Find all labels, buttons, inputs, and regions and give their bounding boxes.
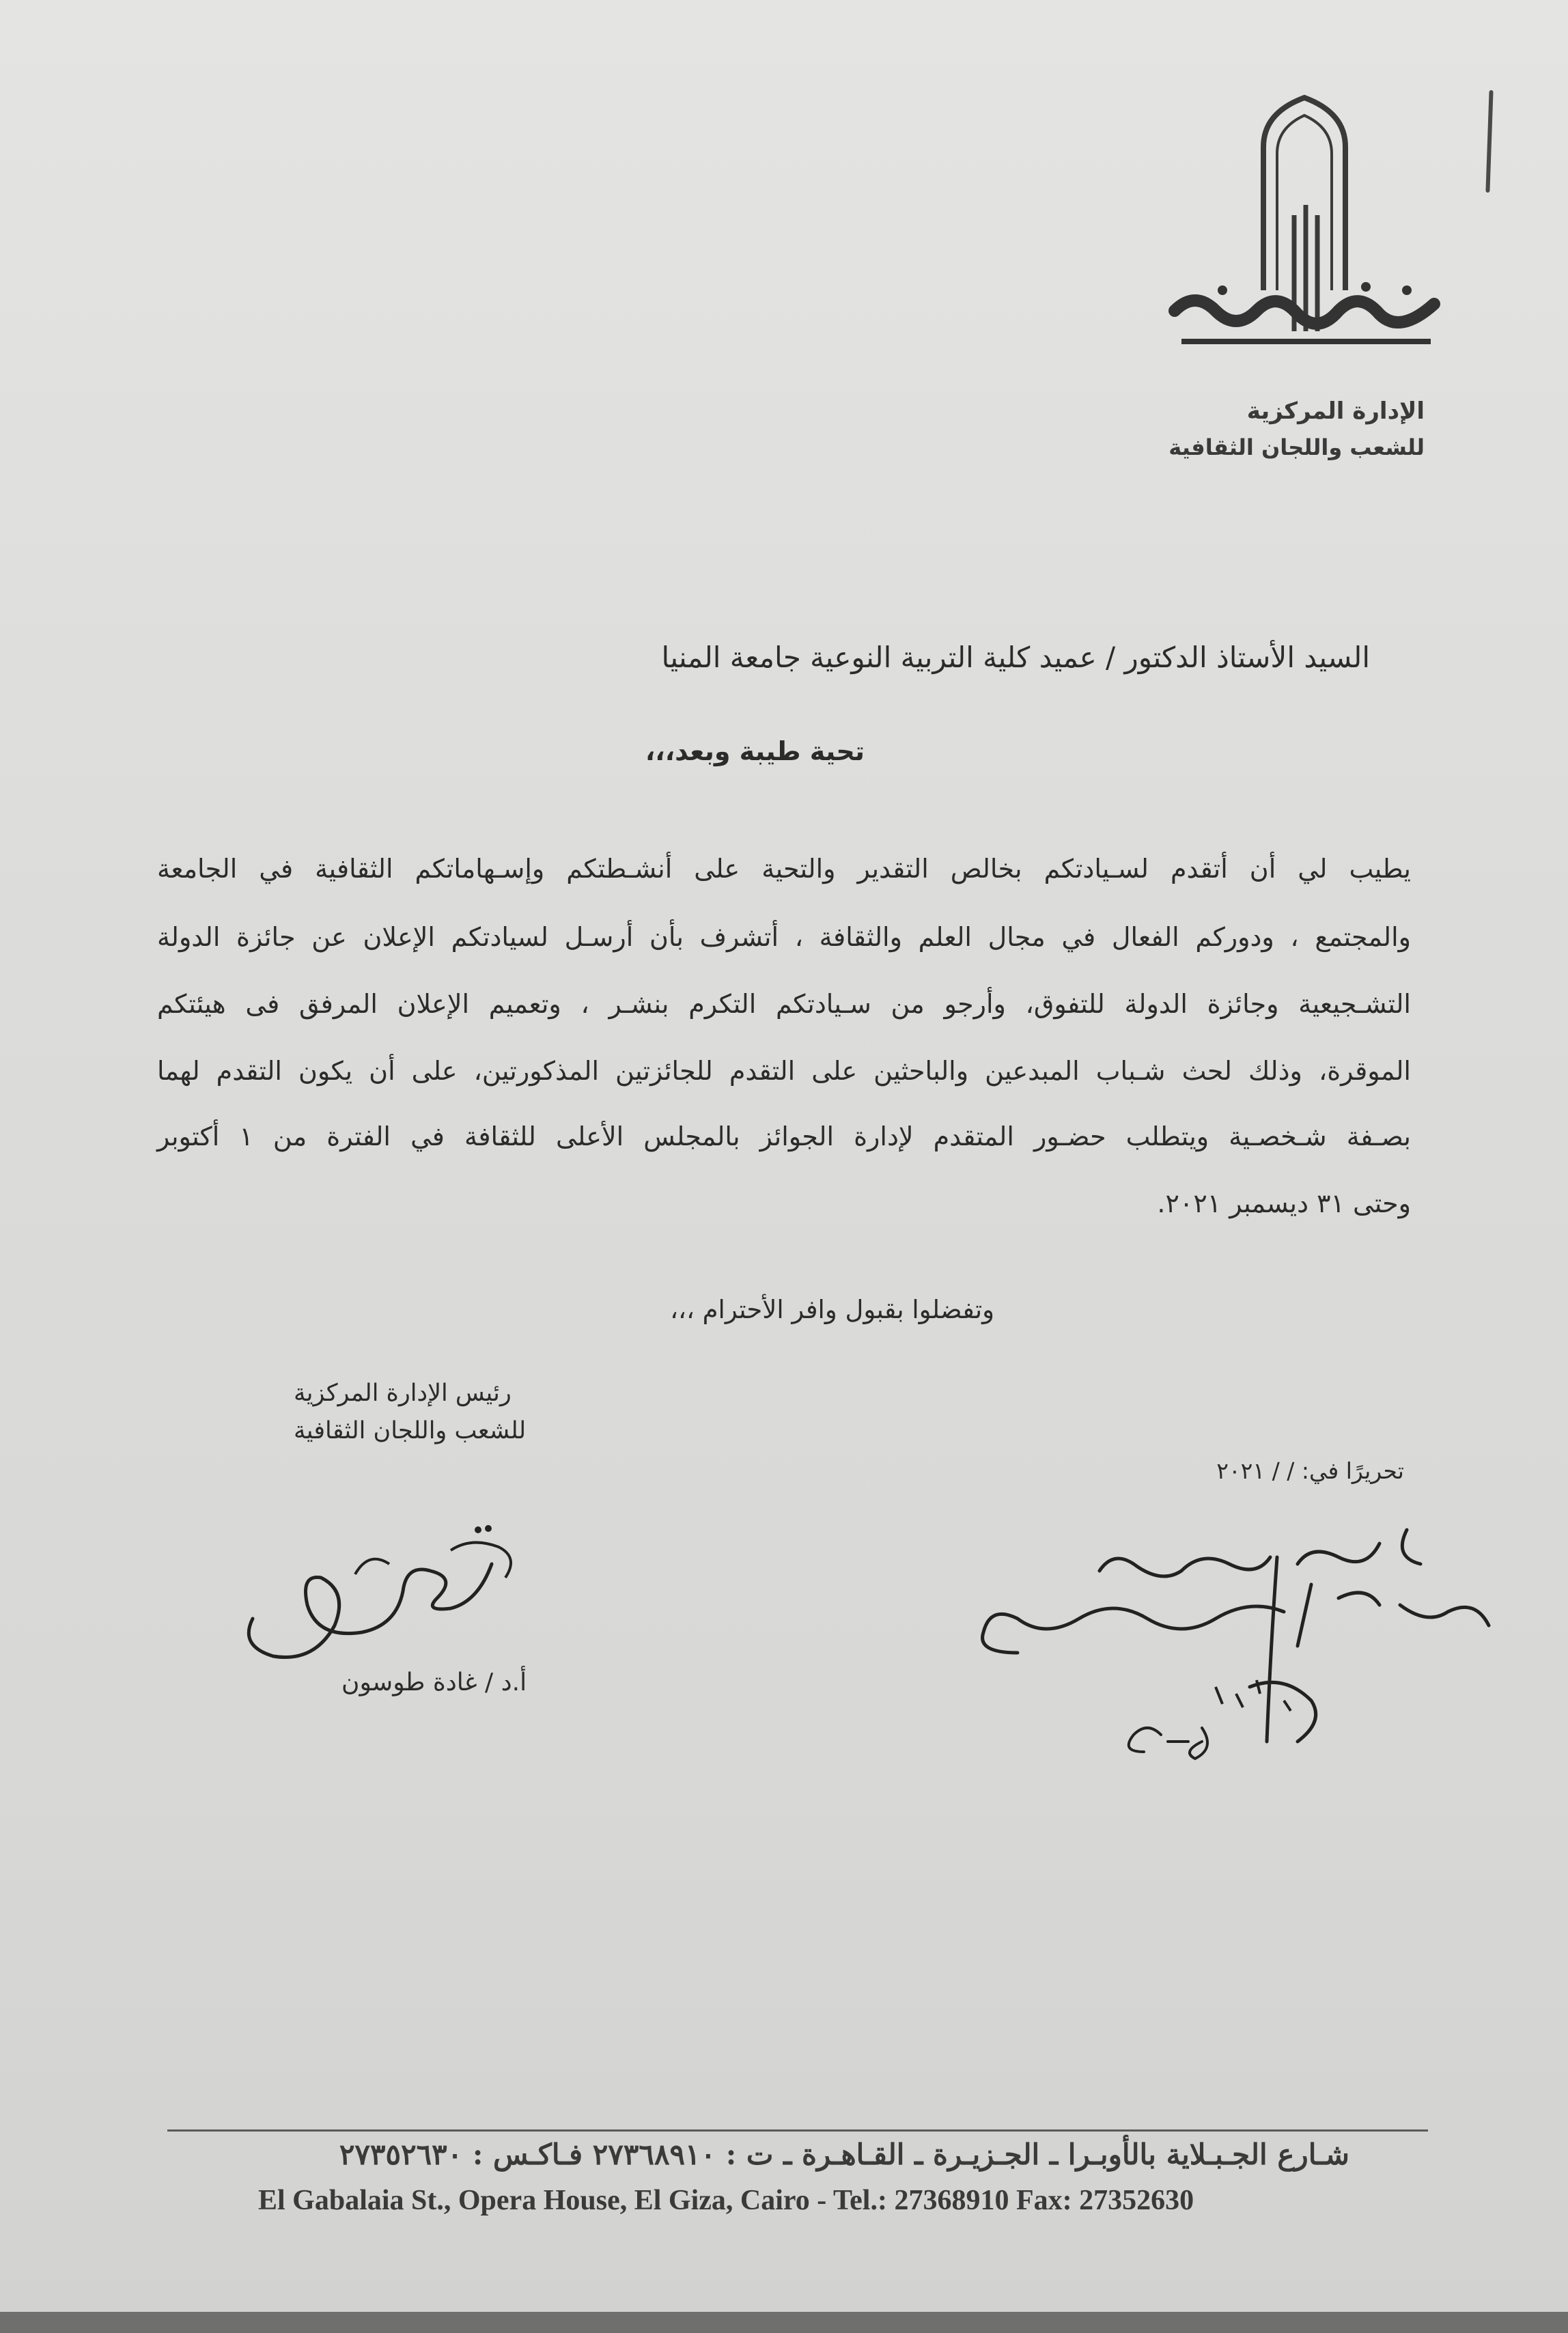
signer-title-line-1: رئيس الإدارة المركزية — [294, 1380, 512, 1407]
footer-divider — [167, 2129, 1428, 2132]
department-line-1: الإدارة المركزية — [1246, 397, 1425, 425]
supreme-council-logo-icon — [1161, 85, 1448, 372]
handwritten-annotation-icon — [956, 1516, 1502, 1817]
dated-line: تحريرًا في: / / ٢٠٢١ — [1216, 1457, 1404, 1484]
signer-title-line-2: للشعب واللجان الثقافية — [294, 1417, 527, 1444]
handwritten-signature-icon — [232, 1509, 533, 1673]
signer-name: أ.د / غادة طوسون — [341, 1668, 527, 1696]
closing-line: وتفضلوا بقبول وافر الأحترام ،،، — [670, 1295, 994, 1324]
page-edge-mark — [1485, 90, 1493, 193]
body-line-1: يطيب لي أن أتقدم لسـيادتكم بخالص التقدير والتحية على أنشـطتكم وإسـهاماتكم الثقافية في الجامعة — [157, 854, 1411, 884]
body-line-2: والمجتمع ، ودوركم الفعال في مجال العلم والثقافة ، أتشرف بأن أرسـل لسيادتكم الإعلان عن جائزة الدولة — [157, 922, 1411, 952]
recipient-line: السيد الأستاذ الدكتور / عميد كلية التربية النوعية جامعة المنيا — [661, 641, 1370, 674]
greeting-line: تحية طيبة وبعد،،، — [645, 736, 865, 766]
department-line-2: للشعب واللجان الثقافية — [1168, 434, 1425, 460]
body-line-4: الموقرة، وذلك لحث شـباب المبدعين والباحثين على التقدم للجائزتين المذكورتين، على أن يكون التقدم لهما — [157, 1056, 1411, 1086]
body-line-3: التشـجيعية وجائزة الدولة للتفوق، وأرجو من سـيادتكم التكرم بنشـر ، وتعميم الإعلان المرفق فى هيئتكم — [157, 989, 1411, 1019]
footer-address-arabic: شـارع الجـبـلاية بالأوبـرا ـ الجـزيـرة ـ القـاهـرة ـ ت : ٢٧٣٦٨٩١٠ فـاكـس : ٢٧٣٥٢٦٣٠ — [339, 2138, 1349, 2171]
footer-address-english: El Gabalaia St., Opera House, El Giza, Cairo - Tel.: 27368910 Fax: 27352630 — [258, 2185, 1194, 2216]
body-line-6: وحتى ٣١ ديسمبر ٢٠٢١. — [1157, 1188, 1411, 1218]
body-line-5: بصـفة شـخصـية ويتطلب حضـور المتقدم لإدارة الجوائز بالمجلس الأعلى للثقافة في الفترة من ١ أكتوبر — [157, 1121, 1411, 1151]
scan-bottom-edge — [0, 2312, 1568, 2333]
